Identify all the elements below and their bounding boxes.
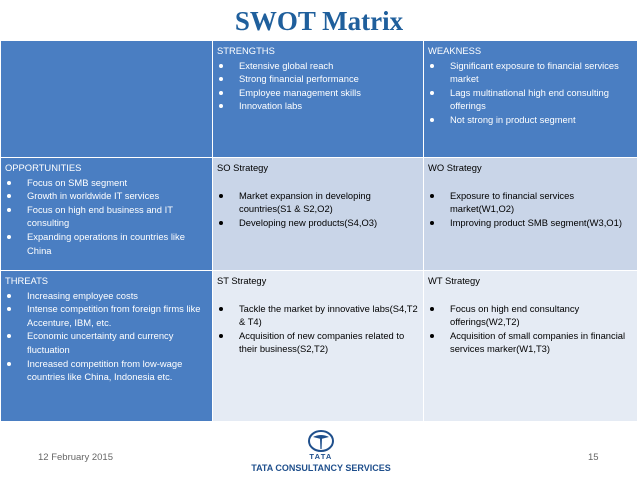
list-item: Intense competition from foreign firms like Accenture, IBM, etc. — [5, 302, 208, 329]
list-item: Economic uncertainty and currency fluctuation — [5, 329, 208, 356]
list-item: Increased competition from low-wage countries like China, Indonesia etc. — [5, 357, 208, 384]
so-strategy-header: SO Strategy — [217, 162, 269, 173]
list-item: Acquisition of small companies in financial services marker(W1,T3) — [428, 329, 633, 356]
list-item: Increasing employee costs — [5, 289, 208, 303]
list-item: Improving product SMB segment(W3,O1) — [428, 216, 633, 230]
list-item: Acquisition of new companies related to their business(S2,T2) — [217, 329, 419, 356]
tata-emblem-icon — [308, 430, 334, 452]
list-item: Employee management skills — [217, 86, 419, 100]
list-item: Market expansion in developing countries(S1 & S2,O2) — [217, 189, 419, 216]
corner-cell — [1, 41, 213, 158]
swot-matrix — [0, 40, 638, 422]
weakness-list — [428, 59, 633, 127]
page-number: 15 — [588, 452, 599, 463]
st-strategy-list — [217, 302, 419, 356]
wo-strategy-cell — [424, 158, 638, 271]
list-item: Extensive global reach — [217, 59, 419, 73]
weakness-cell — [424, 41, 638, 158]
strengths-header: STRENGTHS — [217, 45, 275, 56]
logo-tata-text: TATA — [309, 452, 333, 461]
wt-strategy-cell — [424, 271, 638, 422]
list-item: Tackle the market by innovative labs(S4,T2 & T4) — [217, 302, 419, 329]
list-item: Developing new products(S4,O3) — [217, 216, 419, 230]
slide-title: SWOT Matrix — [234, 6, 404, 36]
list-item: Exposure to financial services market(W1,O2) — [428, 189, 633, 216]
footer-date: 12 February 2015 — [38, 452, 113, 463]
list-item: Growth in worldwide IT services — [5, 189, 208, 203]
list-item: Not strong in product segment — [428, 113, 633, 127]
list-item: Focus on high end consultancy offerings(W2,T2) — [428, 302, 633, 329]
wo-strategy-list — [428, 189, 633, 230]
opportunities-header: OPPORTUNITIES — [5, 162, 82, 173]
wo-strategy-header: WO Strategy — [428, 162, 482, 173]
list-item: Lags multinational high end consulting offerings — [428, 86, 633, 113]
threats-cell — [1, 271, 213, 422]
opportunities-cell — [1, 158, 213, 271]
threats-header: THREATS — [5, 275, 49, 286]
strengths-list — [217, 59, 419, 113]
threats-list — [5, 289, 208, 384]
tcs-logo — [236, 430, 406, 476]
strengths-cell — [213, 41, 424, 158]
list-item: Expanding operations in countries like China — [5, 230, 208, 257]
so-strategy-list — [217, 189, 419, 230]
list-item: Innovation labs — [217, 99, 419, 113]
logo-company-text: TATA CONSULTANCY SERVICES — [251, 463, 391, 473]
wt-strategy-list — [428, 302, 633, 356]
list-item: Focus on SMB segment — [5, 176, 208, 190]
list-item: Focus on high end business and IT consulting — [5, 203, 208, 230]
opportunities-list — [5, 176, 208, 258]
st-strategy-header: ST Strategy — [217, 275, 267, 286]
st-strategy-cell — [213, 271, 424, 422]
list-item: Strong financial performance — [217, 72, 419, 86]
list-item: Significant exposure to financial services market — [428, 59, 633, 86]
weakness-header: WEAKNESS — [428, 45, 482, 56]
so-strategy-cell — [213, 158, 424, 271]
wt-strategy-header: WT Strategy — [428, 275, 480, 286]
